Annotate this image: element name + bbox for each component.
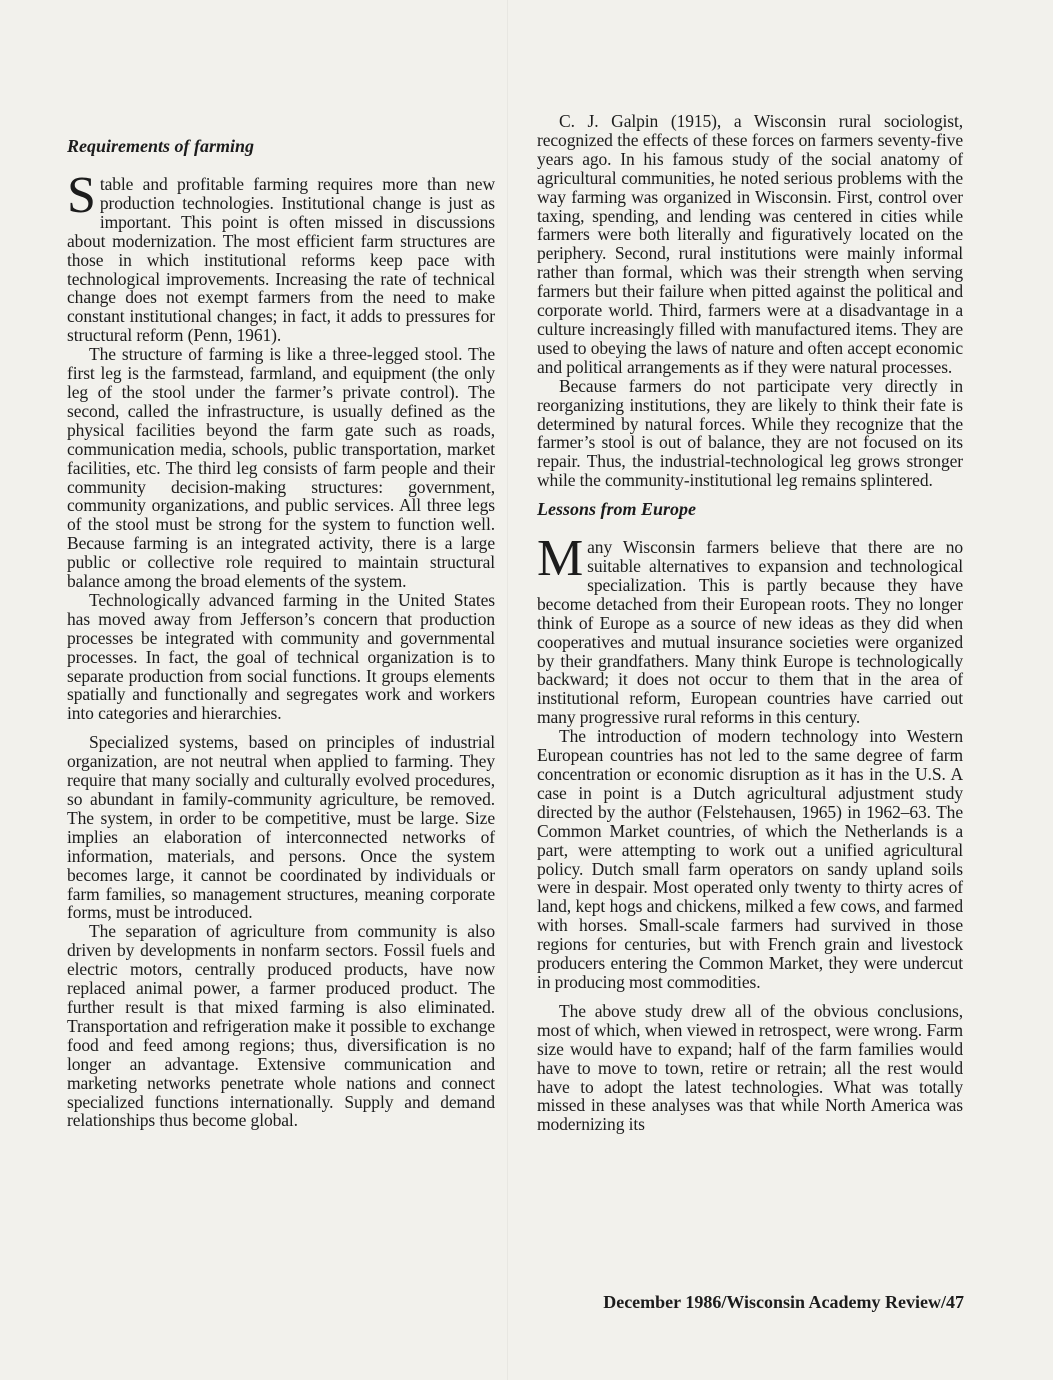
intro-paragraph	[67, 167, 495, 346]
body-paragraph: Technologically advanced farming in the United States has moved away from Jefferson’s concern that production processes be integrated with community and governmental processes. In fact, the goal of technical organization is to separate production from social functions. It groups elements spatially and functionally and segregates work and workers into categories and hierarchies.	[67, 589, 495, 724]
body-paragraph: The structure of farming is like a three-legged stool. The first leg is the farmstead, farmland, and equipment (the only leg of the stool under the farmer’s private control). The second, called the infrastructure, is usually defined as the physical facilities beyond the farm gate such as roads, communication media, schools, public transportation, market facilities, etc. The third leg consists of farm people and their community decision-making structures: government, community organizations, and public services. All three legs of the stool must be strong for the system to function well. Because farming is an integrated activity, there is a large public or collective role required to maintain structural balance among the broad elements of the system.	[67, 344, 495, 592]
intro-paragraph-text: table and profitable farming requires more than new production technologies. Institutional change is just as important. This point is often missed in discussions about modernization. The most efficient farm structures are those in which institutional reforms keep pace with technological improvements. Increasing the rate of technical change does not exempt farmers from the need to make constant institutional changes; in fact, it adds to pressures for structural reform (Penn, 1961).	[67, 174, 495, 346]
intro-paragraph	[537, 530, 963, 728]
page-fold-shadow	[507, 0, 508, 1380]
page-footer: December 1986/Wisconsin Academy Review/47	[603, 1292, 964, 1312]
dropcap-letter: M	[537, 530, 584, 588]
body-paragraph: Because farmers do not participate very directly in reorganizing institutions, they are likely to think their fate is determined by natural forces. While they recognize that the farmer’s stool is out of balance, they are not focused on its repair. Thus, the industrial-technological leg grows stronger while the community-institutional leg remains splintered.	[537, 375, 963, 491]
right-column	[537, 112, 963, 1134]
body-paragraph: Specialized systems, based on principles of industrial organization, are not neutral when applied to farming. They require that many socially and culturally evolved procedures, so abundant in family-community agriculture, be removed. The system, in order to be competitive, must be large. Size implies an elaboration of interconnected networks of information, materials, and persons. Once the system becomes large, it cannot be coordinated by individuals or farm families, so management structures, meaning corporate forms, must be introduced.	[67, 732, 495, 923]
intro-paragraph-text: any Wisconsin farmers believe that there are no suitable alternatives to expansion and technological specialization. This is partly because they have become detached from their European roots. They no longer think of Europe as a source of new ideas as they did when cooperatives and mutual insurance societies were organized by their grandfathers. Many think Europe is technologically backward; it does not occur to them that in the area of institutional reform, European countries have carried out many progressive rural reforms in this century.	[537, 537, 963, 728]
body-paragraph: The separation of agriculture from community is also driven by developments in nonfarm sectors. Fossil fuels and electric motors, centrally produced products, have now replaced animal power, a farmer produced product. The further result is that mixed farming is also eliminated. Transportation and refrigeration make it possible to exchange food and feed among regions; thus, diversification is no longer an advantage. Extensive communication and marketing networks penetrate whole nations and connect specialized functions internationally. Supply and demand relationships thus become global.	[67, 921, 495, 1131]
section-heading-lessons: Lessons from Europe	[537, 499, 697, 520]
body-paragraph: The introduction of modern technology into Western European countries has not led to the same degree of farm concentration or economic disruption as it has in the U.S. A case in point is a Dutch agricultural adjustment study directed by the author (Felstehausen, 1965) in 1962–63. The Common Market countries, of which the Netherlands is a part, were attempting to work out a unified agricultural policy. Dutch small farm operators on sandy upland soils were in despair. Most operated only twenty to thirty acres of land, kept hogs and chickens, milked a few cows, and farmed with horses. Small-scale farmers had survived in those regions for centuries, but with French grain and livestock producers entering the Common Market, they were undercut in producing most commodities.	[537, 726, 963, 992]
dropcap-letter: S	[67, 167, 96, 224]
section-heading-requirements: Requirements of farming	[67, 136, 255, 156]
left-column	[67, 135, 495, 1130]
body-paragraph: The above study drew all of the obvious conclusions, most of which, when viewed in retrospect, were wrong. Farm size would have to expand; half of the farm families would have to move to town, retire or retrain; all the rest would have to adopt the latest technologies. What was totally missed in these analyses was that while North America was modernizing its	[537, 1000, 963, 1135]
body-paragraph: C. J. Galpin (1915), a Wisconsin rural sociologist, recognized the effects of these forces on farmers seventy-five years ago. In his famous study of the social anatomy of agricultural communities, he noted serious problems with the way farming was organized in Wisconsin. First, control over taxing, spending, and lending was centered in cities while farmers were both literally and figuratively located on the periphery. Second, rural institutions were mainly informal rather than formal, which was their strength when serving farmers but their failure when pitted against the political and corporate world. Third, farmers were at a disadvantage in a culture increasingly filled with manufactured items. They are used to obeying the laws of nature and often accept economic and political arrangements as if they were natural processes.	[537, 111, 963, 377]
